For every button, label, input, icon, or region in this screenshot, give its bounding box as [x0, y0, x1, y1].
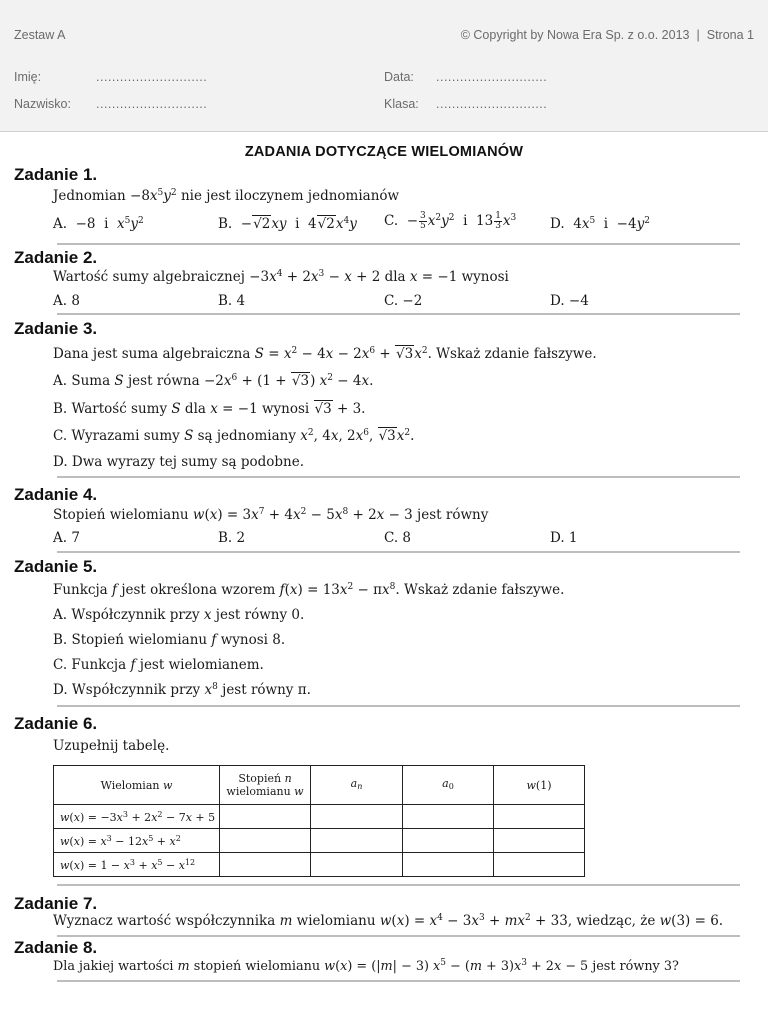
last-name-label: Nazwisko: — [14, 97, 71, 111]
col-header-a0: $a_0$ — [403, 766, 494, 805]
divider — [57, 705, 740, 707]
task-4-answer-b[interactable]: B. 2 — [218, 530, 246, 546]
divider — [57, 313, 740, 315]
degree-cell[interactable] — [220, 853, 311, 877]
class-label: Klasa: — [384, 97, 419, 111]
w1-cell[interactable] — [494, 853, 585, 877]
task-1-answer-d[interactable]: D. $4x^5$ $i -4y^2$ — [550, 216, 650, 232]
set-label: Zestaw A — [14, 28, 66, 42]
col-header-degree: Stopień n wielomianu w — [220, 766, 311, 805]
polynomial-table — [53, 765, 585, 877]
task-4-answer-a[interactable]: A. 7 — [53, 530, 80, 546]
task-3-answer-d[interactable]: D. Dwa wyrazy tej sumy są podobne. — [53, 454, 305, 470]
task-4-text: Stopień wielomianu $w(x) = 3x^7 + 4x^2 - 5x^8 + 2x - 3$ jest równy — [53, 507, 489, 523]
an-cell[interactable] — [311, 829, 403, 853]
task-5-text: Funkcja f jest określona wzorem $f(x) = 13x^2 - \pi x^8$. Wskaż zdanie fałszywe. — [53, 582, 565, 598]
task-1-text: Jednomian $-8x^5y^2$ nie jest iloczynem jednomianów — [53, 188, 400, 204]
table-row — [54, 853, 585, 877]
task-2-answer-a[interactable]: A. 8 — [53, 293, 80, 309]
copyright-line — [461, 28, 754, 42]
task-3-text: Dana jest suma algebraiczna $S = x^2 - 4x - 2x^6 + √3x^2$. Wskaż zdanie fałszywe. — [53, 346, 597, 362]
table-header-row — [54, 766, 585, 805]
class-blank[interactable]: ............................ — [436, 97, 548, 111]
task-2-answer-d[interactable]: D. −4 — [550, 293, 589, 309]
degree-cell[interactable] — [220, 805, 311, 829]
task-4-heading: Zadanie 4. — [14, 485, 98, 504]
a0-cell[interactable] — [403, 853, 494, 877]
task-4-answer-d[interactable]: D. 1 — [550, 530, 578, 546]
task-5-answer-d[interactable]: D. Współczynnik przy $x^8$ jest równy π. — [53, 682, 311, 698]
task-4-answer-c[interactable]: C. 8 — [384, 530, 412, 546]
an-cell[interactable] — [311, 805, 403, 829]
a0-cell[interactable] — [403, 829, 494, 853]
col-header-an: $a_n$ — [311, 766, 403, 805]
task-3-heading: Zadanie 3. — [14, 319, 98, 338]
task-7-heading: Zadanie 7. — [14, 894, 98, 913]
task-3-answer-a[interactable]: A. Suma S jest równa $-2x^6 + (1 + √3) x^2 - 4x$. — [53, 373, 374, 389]
page-header — [0, 0, 768, 132]
task-5-answer-b[interactable]: B. Stopień wielomianu f wynosi 8. — [53, 632, 286, 648]
divider — [57, 884, 740, 886]
first-name-blank[interactable]: ............................ — [96, 70, 208, 84]
first-name-label: Imię: — [14, 70, 42, 84]
task-3-answer-c[interactable]: C. Wyrazami sumy S są jednomiany $x^2$, 4x, $2x^6$, $√3x^2$. — [53, 428, 415, 444]
a0-cell[interactable] — [403, 805, 494, 829]
header-separator: | — [696, 28, 700, 42]
task-7-text: Wyznacz wartość współczynnika m wielomianu $w(x) = x^4 - 3x^3 + mx^2 + 33$, wiedząc, że w(3) = 6. — [53, 913, 724, 929]
task-2-text: Wartość sumy algebraicznej $-3x^4 + 2x^3 - x + 2$ dla x = −1 wynosi — [53, 269, 509, 285]
task-5-answer-a[interactable]: A. Współczynnik przy x jest równy 0. — [53, 607, 305, 623]
task-1-heading: Zadanie 1. — [14, 165, 98, 184]
table-row — [54, 829, 585, 853]
page-number: Strona 1 — [706, 28, 754, 42]
divider — [57, 980, 740, 982]
col-header-w1: w(1) — [494, 766, 585, 805]
w1-cell[interactable] — [494, 805, 585, 829]
task-1-answer-a[interactable]: A. −8 i $x^5y^2$ — [53, 216, 144, 232]
last-name-blank[interactable]: ............................ — [96, 97, 208, 111]
polynomial-cell: $w(x) = x^3 - 12x^5 + x^2$ — [54, 829, 220, 853]
divider — [57, 935, 740, 937]
table-row — [54, 805, 585, 829]
date-blank[interactable]: ............................ — [436, 70, 548, 84]
copyright-text: © Copyright by Nowa Era Sp. z o.o. 2013 — [460, 28, 690, 42]
task-2-answer-c[interactable]: C. −2 — [384, 293, 423, 309]
task-5-heading: Zadanie 5. — [14, 557, 98, 576]
task-2-heading: Zadanie 2. — [14, 248, 98, 267]
task-6-text: Uzupełnij tabelę. — [53, 738, 170, 754]
task-1-answer-b[interactable]: B. −√2xy i $4√2x^4y$ — [218, 216, 357, 232]
an-cell[interactable] — [311, 853, 403, 877]
task-8-heading: Zadanie 8. — [14, 938, 98, 957]
task-8-text: Dla jakiej wartości m stopień wielomianu w(x) = (|m| − 3) $x^5 - (m + 3)x^3 + 2x - 5$ jest równy 3? — [53, 958, 679, 974]
task-6-heading: Zadanie 6. — [14, 714, 98, 733]
polynomial-cell: $w(x) = -3x^3 + 2x^2 - 7x + 5$ — [54, 805, 220, 829]
task-1-answer-c[interactable]: C. − $\frac{3}{5}$ $x^2y^2$ i 13 $\frac{1}{3}$ $x^3$ — [384, 211, 517, 231]
w1-cell[interactable] — [494, 829, 585, 853]
date-label: Data: — [384, 70, 414, 84]
task-2-answer-b[interactable]: B. 4 — [218, 293, 246, 309]
degree-cell[interactable] — [220, 829, 311, 853]
polynomial-cell: $w(x) = 1 - x^3 + x^5 - x^{12}$ — [54, 853, 220, 877]
divider — [57, 243, 740, 245]
divider — [57, 551, 740, 553]
task-3-answer-b[interactable]: B. Wartość sumy S dla x = −1 wynosi √3 + 3. — [53, 401, 366, 417]
task-5-answer-c[interactable]: C. Funkcja f jest wielomianem. — [53, 657, 264, 673]
divider — [57, 476, 740, 478]
document-title: ZADANIA DOTYCZĄCE WIELOMIANÓW — [244, 144, 524, 160]
col-header-polynomial: Wielomian w — [54, 766, 220, 805]
